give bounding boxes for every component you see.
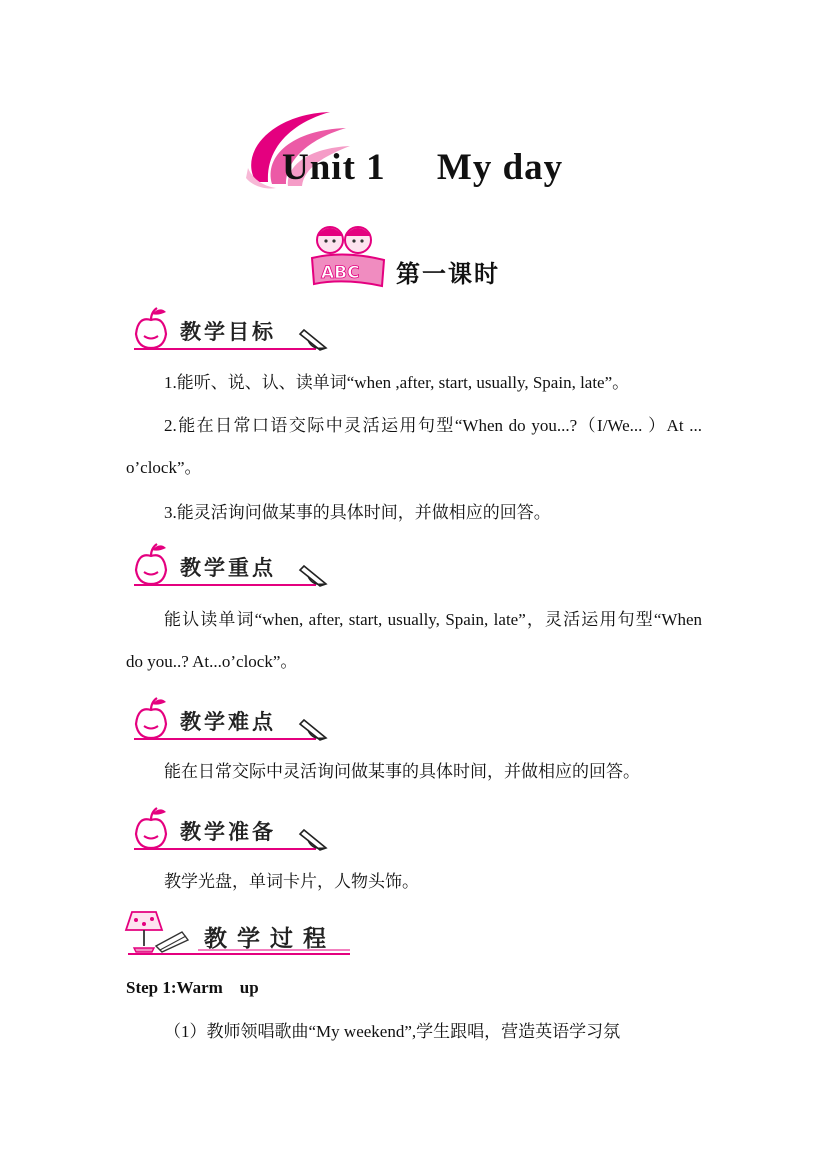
svg-text:ABC: ABC — [321, 263, 360, 283]
section-preparation-header — [128, 804, 338, 854]
section-key-points-header — [128, 540, 338, 590]
lesson-header — [308, 222, 528, 290]
objective-item-3: 3.能灵活询问做某事的具体时间，并做相应的回答。 — [164, 503, 551, 522]
kids-abc-icon — [308, 222, 388, 290]
preparation-text: 教学光盘，单词卡片，人物头饰。 — [164, 872, 419, 891]
difficulties-text: 能在日常交际中灵活询问做某事的具体时间，并做相应的回答。 — [164, 762, 640, 781]
section-title: 教学准备 — [180, 820, 276, 844]
unit-title-banner — [242, 108, 602, 194]
step-1-item-1: （1）教师领唱歌曲“My weekend”,学生跟唱，营造英语学习氛 — [164, 1022, 621, 1041]
section-title: 教学目标 — [180, 320, 276, 344]
step-1-heading: Step 1:Warm up — [126, 978, 259, 997]
section-title: 教 学 过 程 — [204, 926, 328, 952]
section-title: 教学难点 — [180, 710, 276, 734]
key-points-text: 能认读单词“when, after, start, usually, Spain, late”，灵活运用句型“When do you..? At...o’clock”。 — [126, 610, 702, 671]
section-objectives-header — [128, 304, 338, 354]
section-title: 教学重点 — [180, 556, 276, 580]
lesson-title: 第一课时 — [396, 260, 500, 288]
page-title: Unit 1 My day — [282, 147, 564, 188]
section-difficulties-header — [128, 694, 338, 744]
objective-item-2: 2.能在日常口语交际中灵活运用句型“When do you...?（I/We... ）At ... o’clock”。 — [126, 416, 702, 477]
objective-item-1: 1.能听、说、认、读单词“when ,after, start, usually, Spain, late”。 — [164, 373, 630, 392]
section-process-header — [122, 906, 362, 958]
